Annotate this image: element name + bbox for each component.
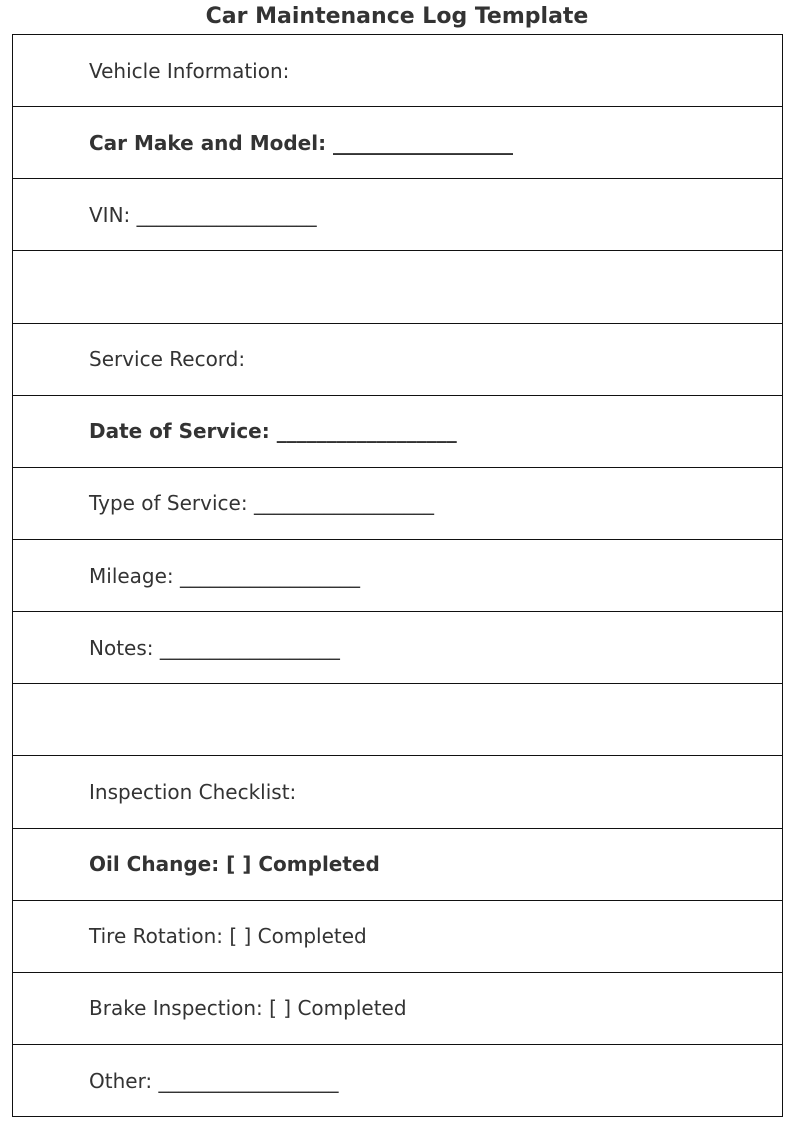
row-label: Mileage: __________________ (89, 563, 361, 588)
row-label: Date of Service: __________________ (89, 419, 457, 444)
row-inspection-checklist-heading (13, 756, 782, 828)
row-label: Notes: __________________ (89, 635, 340, 660)
row-brake-inspection (13, 973, 782, 1045)
row-label: Car Make and Model: __________________ (89, 130, 514, 155)
row-type-of-service (13, 468, 782, 540)
row-label: Service Record: (89, 347, 246, 372)
row-notes (13, 612, 782, 684)
row-label: Vehicle Information: (89, 58, 290, 83)
row-label: Brake Inspection: [ ] Completed (89, 996, 407, 1021)
row-vehicle-information-heading (13, 35, 782, 107)
maintenance-log-table (12, 34, 783, 1117)
row-oil-change (13, 829, 782, 901)
row-service-record-heading (13, 324, 782, 396)
row-mileage (13, 540, 782, 612)
row-vin (13, 179, 782, 251)
row-label: Other: __________________ (89, 1068, 339, 1093)
row-label: VIN: __________________ (89, 202, 317, 227)
row-car-make-model (13, 107, 782, 179)
row-date-of-service (13, 396, 782, 468)
row-label: Type of Service: __________________ (89, 491, 434, 516)
page-title: Car Maintenance Log Template (205, 4, 589, 29)
row-blank-spacer (13, 684, 782, 756)
row-other (13, 1045, 782, 1116)
row-blank-spacer (13, 251, 782, 323)
row-label: Oil Change: [ ] Completed (89, 852, 380, 877)
row-label: Inspection Checklist: (89, 779, 297, 804)
row-label: Tire Rotation: [ ] Completed (89, 924, 367, 949)
row-tire-rotation (13, 901, 782, 973)
